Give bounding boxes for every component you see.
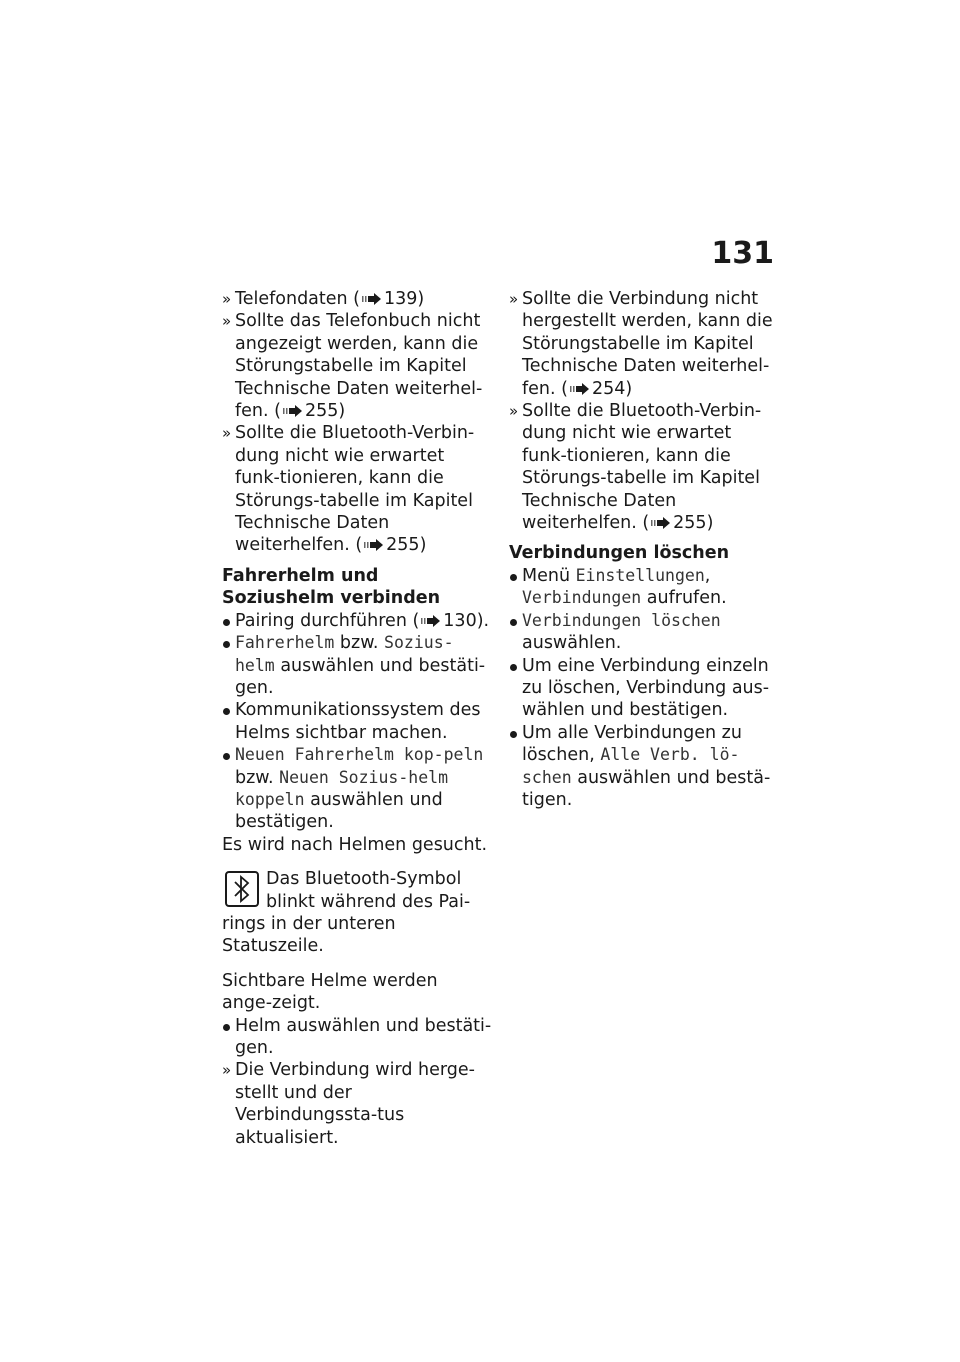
- menu-term: Einstellungen: [575, 565, 705, 585]
- arrow-reference-icon: [282, 404, 304, 418]
- page-reference[interactable]: 130: [419, 611, 476, 631]
- arrow-reference-icon: [569, 382, 591, 396]
- arrow-reference-icon: [363, 538, 385, 552]
- page-reference[interactable]: 255: [281, 401, 338, 421]
- menu-term: Fahrerhelm: [235, 633, 335, 653]
- result-item: » Telefondaten ( 139): [222, 289, 425, 309]
- step-item: Neuen Fahrerhelm kop-peln bzw. Neuen Sozius-helm koppeln auswählen und bestätigen.: [222, 744, 492, 834]
- bluetooth-note: Das Bluetooth-Symbol blinkt während des Pai-rings in der unteren Statuszeile.: [222, 869, 471, 957]
- result-item: » Sollte die Bluetooth-Verbin-dung nicht wie erwartet funk-tionieren, kann die Störungs-tabelle im Kapitel Technische Daten weiterhelfen. ( 255): [509, 401, 762, 534]
- chevron-result-icon: »: [509, 290, 519, 308]
- page-reference[interactable]: 139: [360, 289, 417, 309]
- menu-term: Alle Verb. lö-schen: [522, 745, 740, 787]
- arrow-reference-icon: [650, 516, 672, 530]
- bluetooth-icon: [224, 870, 260, 908]
- step-item: Menü Einstellungen, Verbindungen aufrufen.: [509, 565, 777, 610]
- status-text: Sichtbare Helme werden ange-zeigt.: [222, 970, 438, 1014]
- result-item: » Sollte die Verbindung nicht hergestellt werden, kann die Störungstabelle im Kapitel Technische Daten weiterhel-fen. ( 254): [509, 289, 773, 399]
- chevron-result-icon: »: [509, 402, 519, 421]
- chevron-result-icon: »: [222, 290, 232, 308]
- chevron-result-icon: »: [222, 1061, 232, 1080]
- result-item: » Sollte die Bluetooth-Verbin-dung nicht wie erwartet funk-tionieren, kann die Störungs-tabelle im Kapitel Technische Daten weiterhelfen. ( 255): [222, 423, 475, 556]
- step-item: Kommunikationssystem des Helms sichtbar machen.: [222, 699, 492, 744]
- menu-term: Sozius-helm: [235, 633, 454, 675]
- section-heading: Fahrerhelm und Soziushelm verbinden: [222, 565, 441, 609]
- right-column: [509, 288, 777, 811]
- step-item: Verbindungen löschen auswählen.: [509, 610, 777, 655]
- page-reference[interactable]: 255: [649, 513, 706, 533]
- arrow-reference-icon: [420, 614, 442, 628]
- page-reference[interactable]: 254: [568, 379, 625, 399]
- step-item: Um eine Verbindung einzeln zu löschen, Verbindung aus-wählen und bestätigen.: [509, 655, 777, 722]
- page-reference[interactable]: 255: [362, 535, 419, 555]
- menu-term: Verbindungen löschen: [522, 610, 721, 630]
- chevron-result-icon: »: [222, 424, 232, 443]
- step-item: Pairing durchführen ( 130).: [222, 610, 492, 632]
- step-item: Fahrerhelm bzw. Sozius-helm auswählen und bestäti-gen.: [222, 632, 492, 699]
- status-text: Es wird nach Helmen gesucht.: [222, 834, 488, 855]
- step-item: Um alle Verbindungen zu löschen, Alle Verb. lö-schen auswählen und bestä-tigen.: [509, 722, 777, 812]
- left-column: [222, 288, 492, 1149]
- arrow-reference-icon: [361, 292, 383, 306]
- page-number: 131: [711, 236, 774, 271]
- result-item: » Sollte das Telefonbuch nicht angezeigt werden, kann die Störungstabelle im Kapitel Technische Daten weiterhel-fen. ( 255): [222, 311, 483, 422]
- result-item: » Die Verbindung wird herge-stellt und der Verbindungssta-tus aktualisiert.: [222, 1060, 475, 1148]
- menu-term: Verbindungen: [522, 588, 642, 608]
- menu-term: Neuen Sozius-helm koppeln: [235, 767, 449, 809]
- menu-term: Neuen Fahrerhelm kop-peln: [235, 745, 484, 765]
- step-item: Helm auswählen und bestäti-gen.: [222, 1015, 492, 1060]
- chevron-result-icon: »: [222, 312, 232, 331]
- section-heading: Verbindungen löschen: [509, 543, 730, 564]
